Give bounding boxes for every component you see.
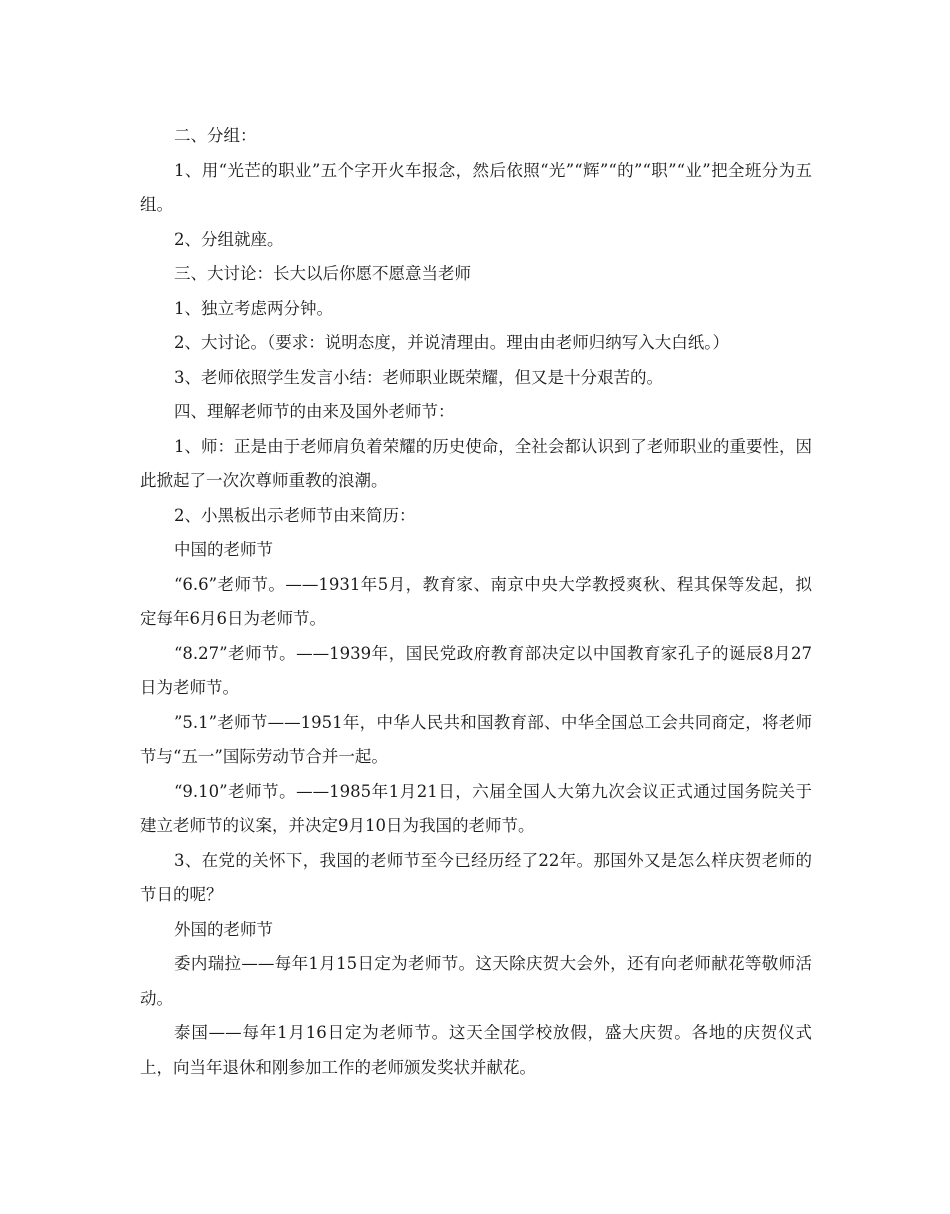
paragraph: 1、师：正是由于老师肩负着荣耀的历史使命，全社会都认识到了老师职业的重要性，因此掀起了一次次尊师重教的浪潮。 [140,436,812,490]
paragraph: ”5.1”老师节——1951年，中华人民共和国教育部、中华全国总工会共同商定，将老师节与“五一”国际劳动节合并一起。 [140,712,812,766]
paragraph: “9.10”老师节。——1985年1月21日，六届全国人大第九次会议正式通过国务院关于建立老师节的议案，并决定9月10日为我国的老师节。 [140,781,812,835]
paragraph: 2、小黑板出示老师节由来简历： [174,505,416,525]
paragraph: 3、在党的关怀下，我国的老师节至今已经历经了22年。那国外又是怎么样庆贺老师的节日的呢？ [140,850,812,904]
paragraph: “8.27”老师节。——1939年，国民党政府教育部决定以中国教育家孔子的诞辰8月27日为老师节。 [140,643,812,697]
paragraph: 委内瑞拉——每年1月15日定为老师节。这天除庆贺大会外，还有向老师献花等敬师活动。 [140,954,812,1008]
section-heading-discussion: 三、大讨论：长大以后你愿不愿意当老师 [174,264,471,283]
paragraph: 2、大讨论。（要求：说明态度，并说清理由。理由由老师归纳写入大白纸。） [174,333,729,352]
paragraph: 1、独立考虑两分钟。 [174,298,333,318]
subheading-foreign: 外国的老师节 [174,919,273,939]
document-body [140,119,812,1085]
section-heading-teachers-day: 四、理解老师节的由来及国外老师节： [174,402,455,421]
paragraph: 3、老师依照学生发言小结：老师职业既荣耀，但又是十分艰苦的。 [174,367,663,387]
paragraph: “6.6”老师节。——1931年5月，教育家、南京中央大学教授爽秋、程其保等发起，拟定每年6月6日为老师节。 [140,574,812,628]
subheading-china: 中国的老师节 [174,540,273,559]
section-heading-grouping: 二、分组： [174,126,257,145]
paragraph: 泰国——每年1月16日定为老师节。这天全国学校放假，盛大庆贺。各地的庆贺仪式上，向当年退休和刚参加工作的老师颁发奖状并献花。 [140,1023,812,1077]
paragraph: 1、用“光芒的职业”五个字开火车报念，然后依照“光”“辉”“的”“职”“业”把全班分为五组。 [140,160,812,214]
paragraph: 2、分组就座。 [174,229,284,249]
